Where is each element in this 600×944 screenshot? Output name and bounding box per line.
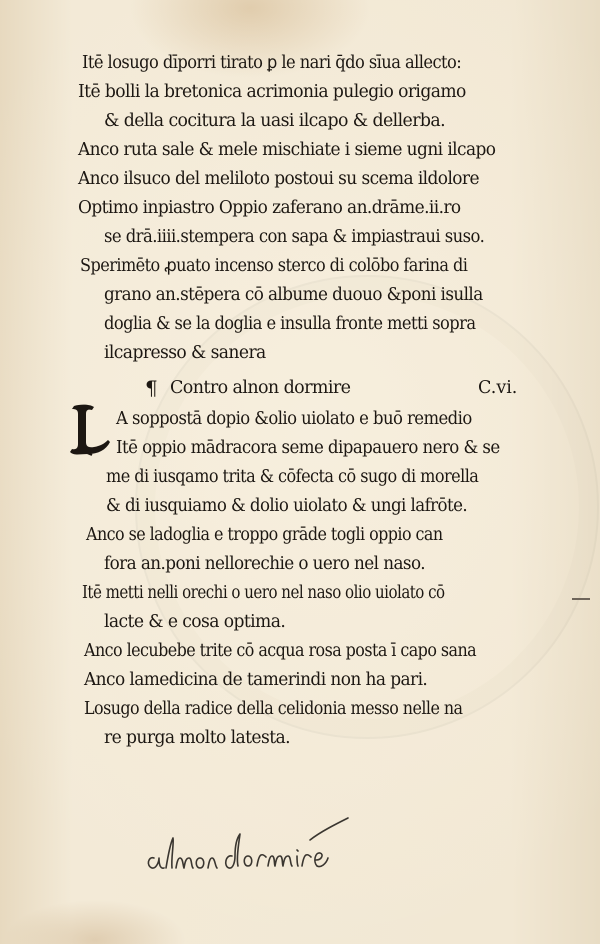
text-line: Itē metti nelli orechi o uero nel naso olio uiolato cō	[82, 583, 445, 603]
text-line: lacte & e cosa optima.	[104, 612, 286, 632]
decorated-initial-l	[68, 402, 112, 458]
text-line: ilcapresso & sanera	[104, 343, 266, 363]
text-line: Losugo della radice della celidonia messo nelle na	[84, 699, 463, 719]
handwritten-annotation-drawing	[140, 812, 360, 882]
text-line: Anco lamedicina de tamerindi non ha pari.	[84, 670, 428, 690]
text-line: me di iusqamo trita & cōfecta cō sugo di morella	[106, 467, 479, 487]
handwritten-annotation	[140, 812, 360, 882]
text-line: Anco ilsuco del meliloto postoui su scema ildolore	[78, 169, 479, 189]
text-line: grano an.stēpera cō albume duouo &poni isulla	[104, 285, 483, 305]
margin-mark	[572, 598, 590, 600]
text-line: Itē losugo dīporri tirato ꝑ le nari q̄do sīua allecto:	[82, 53, 462, 73]
text-line: Anco ruta sale & mele mischiate i sieme ugni ilcapo	[78, 140, 496, 160]
text-line: re purga molto latesta.	[104, 728, 291, 748]
text-line: Sperimēto ꝓuato incenso sterco di colōbo farina di	[80, 256, 468, 276]
text-line: doglia & se la doglia e insulla fronte metti sopra	[104, 314, 476, 334]
text-line: Anco lecubebe trite cō acqua rosa posta ī capo sana	[84, 641, 477, 661]
text-line: & di iusquiamo & dolio uiolato & ungi lafrōte.	[106, 496, 468, 516]
initial-letter-glyph	[68, 402, 112, 458]
paragraph-mark-icon: ¶	[145, 376, 158, 400]
chapter-heading: Contro alnon dormire	[170, 378, 351, 398]
text-line: Optimo inpiastro Oppio zaferano an.drāme.ii.ro	[78, 198, 461, 218]
text-line: fora an.poni nellorechie o uero nel naso.	[104, 554, 425, 574]
chapter-number: C.vi.	[478, 378, 518, 398]
text-line: Itē oppio mādracora seme dipapauero nero & se	[116, 438, 500, 458]
text-line: A soppostā dopio &olio uiolato e buō remedio	[116, 409, 472, 429]
text-line: & della cocitura la uasi ilcapo & dellerba.	[104, 111, 446, 131]
text-line: Itē bolli la bretonica acrimonia pulegio origamo	[78, 82, 466, 102]
text-line: se drā.iiii.stempera con sapa & impiastraui suso.	[104, 227, 485, 247]
text-line: Anco se ladoglia e troppo grāde togli oppio can	[86, 525, 443, 545]
